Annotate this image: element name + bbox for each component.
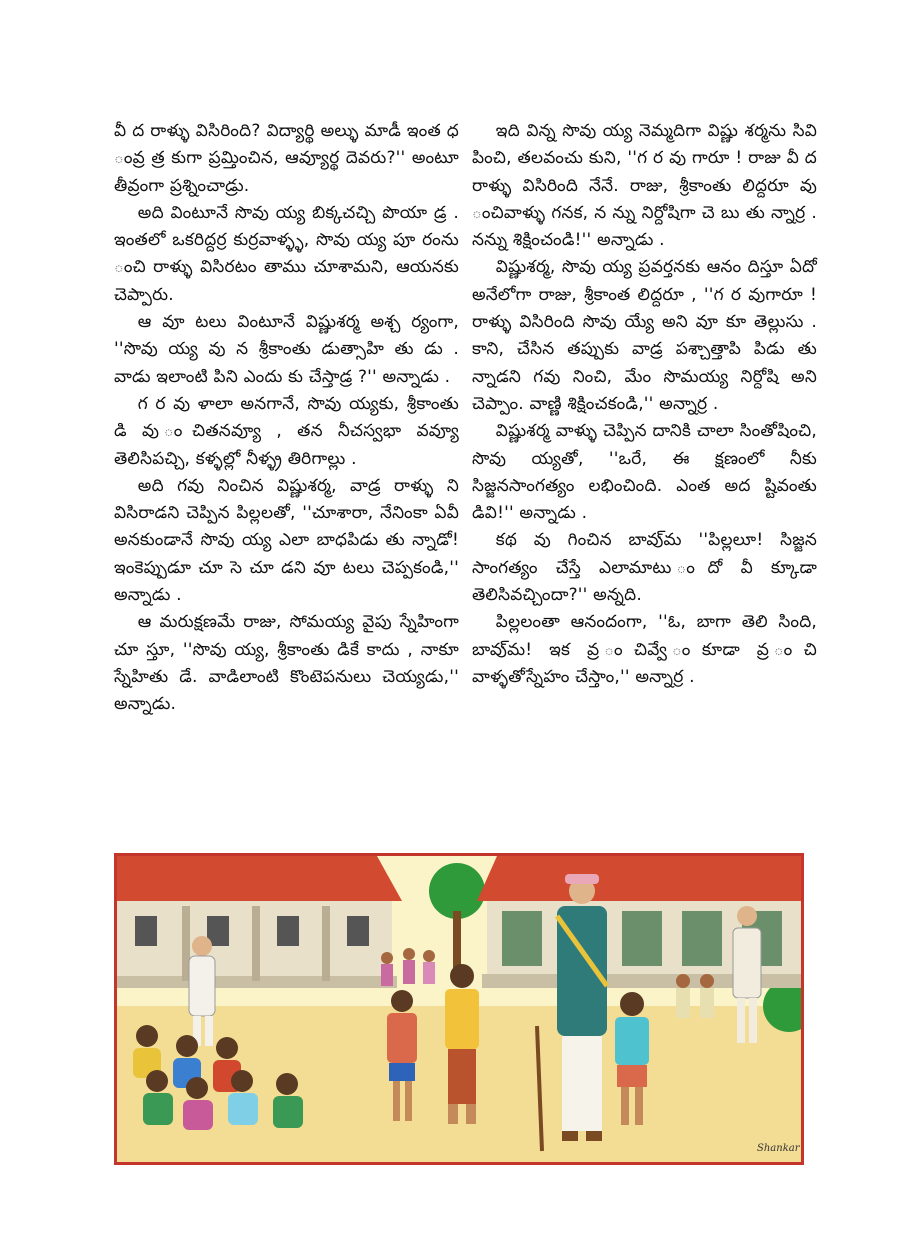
right-paragraph-3: విష్ణుశర్మ వాళ్ళు చెప్పిన దానికి చాలా సింతోషించి, సొవు య్యతో, ''ఒరే, ఈ క్షణంలో నీకు సిజ్జనసాంగత్యం లభించింది. ఎంత అద ష్టివంతు డివి!'' అన్నాడు .	[472, 421, 817, 524]
story-illustration	[114, 853, 804, 1165]
illustration-svg	[117, 856, 801, 1162]
artist-signature: Shankar	[757, 1143, 800, 1154]
left-paragraph-1: వీ ద రాళ్ళు విసిరింది? విద్యార్థి అల్ళు మాడీ ఇంత ధ ంవ్ర త్ర కుగా ప్రమ్తించిన, ఆవ్యూర్థ దెవరు?'' అంటూ తీవ్రంగా ప్రశ్నించాడ్రు.	[114, 121, 459, 196]
left-column	[114, 118, 459, 719]
left-paragraph-2: అది వింటూనే సొవు య్య బిక్కచచ్చి పొయా డ్ర . ఇంతలో ఒకరిద్దర్ర కుర్రవాళ్ళ్ళ, సొవు య్య పూ రంను ంచి రాళ్ళు విసిరటం తాము చూశామని, ఆయనకు చెప్పారు.	[114, 202, 459, 305]
right-paragraph-2: విష్ణుశర్మ, సొవు య్య ప్రవర్తనకు ఆనం దిస్తూ ఏదో అనేలోగా రాజు, శ్రీకాంత లిద్దరూ , ''గ ర వుగారూ ! రాళ్ళు విసిరింది సొవు య్యే అని వూ కూ తెల్లుసు . కాని, చేసిన తప్పుకు వాడ్ర పశ్చాత్తాపి పిడు తు న్నాడని గవు నించి, మేం సొమయ్య నిర్దోషి అని చెప్పాం. వాణ్ణి శిక్షించకండి,'' అన్నార్ర .	[472, 257, 817, 414]
left-school-building	[117, 856, 402, 988]
left-paragraph-3: ఆ వూ టలు వింటూనే విష్ణుశర్మ అశ్చ ర్యంగా, ''సొవు య్య వు న శ్రీకాంతు డుత్సాహి తు డు . వాడు ఇలాంటి పిని ఎందు కు చేస్తాడ్ర ?'' అన్నాడు .	[114, 312, 459, 387]
right-column	[472, 118, 817, 691]
tree-back	[429, 863, 485, 919]
left-paragraph-6: ఆ మరుక్షణమే రాజు, సోమయ్య వైపు స్నేహింగా చూ స్తూ, ''సొవు య్య, శ్రీకాంతు డికే కాదు , నాకూ స్నేహితు డే. వాడిలాంటి కొంటెపనులు చెయ్యడు,'' అన్నాడు.	[114, 612, 459, 715]
left-paragraph-4: గ ర వు ళాలా అనగానే, సొవు య్యకు, శ్రీకాంతు డి వు ంచితనవ్యూ , తన నీచస్వభా వవ్యూ తెలిసిపచ్చి, కళ్ళల్లో నీళ్ళ్ర తిరిగాల్లు .	[114, 393, 459, 469]
right-paragraph-4: కథ వు గించిన బావు్మ ''పిల్లలూ! సిజ్జన సాంగత్యం చేస్తే ఎలామాటు ందో వీ క్కూడా తెలిసివచ్చిందా?'' అన్నది.	[472, 530, 817, 606]
left-paragraph-5: అది గవు నించిన విష్ణుశర్మ, వాడ్ర రాళ్ళు ని విసిరాడని చెప్పిన పిల్లలతో, ''చూశారా, నేనింకా ఏవీ అనకుండానే సొవు య్య ఎలా బాధపిడు తు న్నాడో! ఇంకెప్పుడూ చూ సె చూ డని వూ టలు చెప్పకండి,'' అన్నాడు .	[114, 475, 459, 606]
right-paragraph-1: ఇది విన్న సొవు య్య నెమ్మదిగా విష్ణు శర్మను సివి పించి, తలవంచు కుని, ''గ ర వు గారూ ! రాజు వీ ద రాళ్ళు విసిరింది నేనే. రాజు, శ్రీకాంతు లిద్దరూ వు ంచివాళ్ళు గనక, న న్ను నిర్దోషిగా చె బు తు న్నార్ర . నన్ను శిక్షించండి!'' అన్నాడు .	[472, 121, 817, 251]
right-paragraph-5: పిల్లలంతా ఆనందంగా, ''ఓ, బాగా తెలి సింది, బావు్మ! ఇక వ్ర ంచివ్వే ంకూడా వ్ర ంచి వాళ్ళతోస్నేహం చేస్తాం,'' అన్నార్ర .	[472, 612, 817, 687]
